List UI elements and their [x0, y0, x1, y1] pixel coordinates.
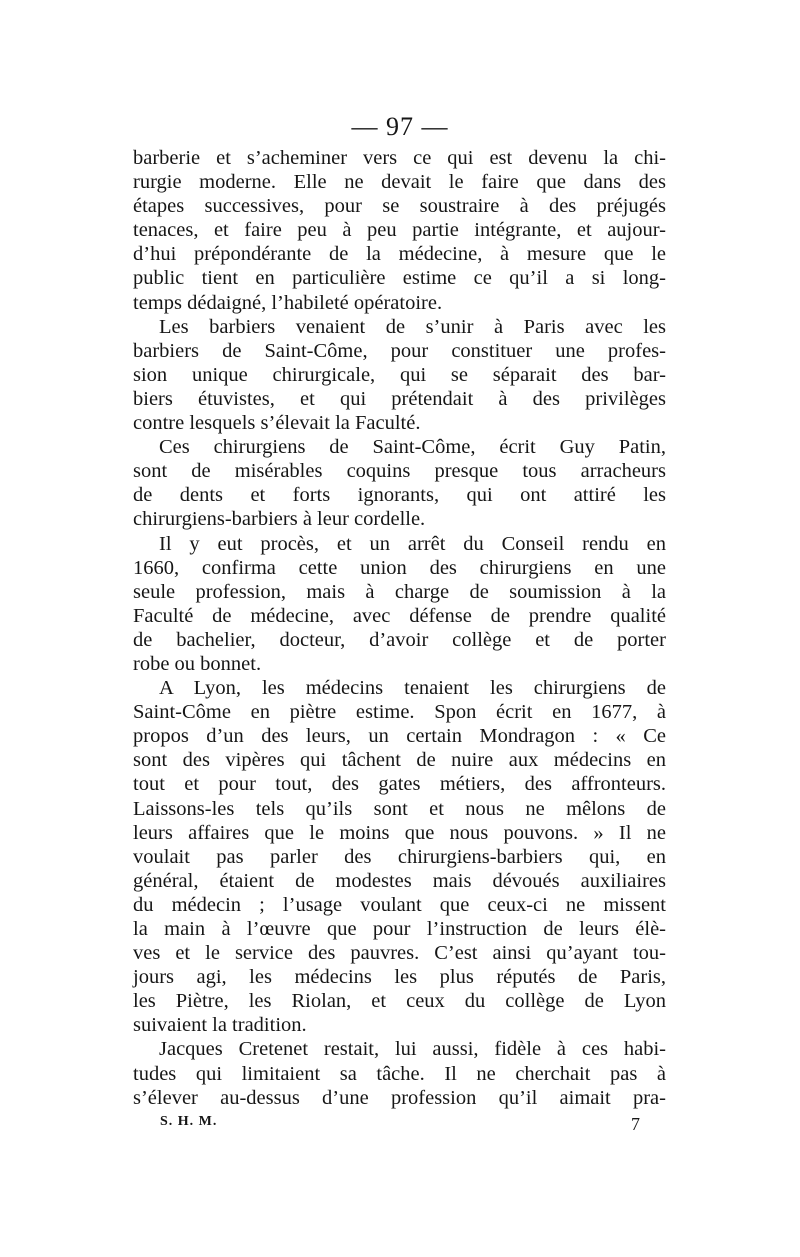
text-line: temps dédaigné, l’habileté opératoire.	[133, 291, 443, 314]
text-line: de dents et forts ignorants, qui ont attiré les	[133, 484, 666, 507]
text-line: sont des vipères qui tâchent de nuire aux médecins en	[133, 749, 666, 772]
text-line: voulait pas parler des chirurgiens-barbiers qui, en	[133, 845, 666, 868]
body-text	[133, 146, 666, 1110]
text-line: tenaces, et faire peu à peu partie intégrante, et aujour-	[133, 219, 666, 242]
text-line: propos d’un des leurs, un certain Mondragon : « Ce	[133, 725, 666, 748]
text-line: 1660, confirma cette union des chirurgiens en une	[133, 556, 666, 579]
text-line: seule profession, mais à charge de soumission à la	[133, 580, 666, 603]
text-line: chirurgiens-barbiers à leur cordelle.	[133, 508, 426, 531]
paragraph	[133, 676, 666, 1037]
text-line: du médecin ; l’usage voulant que ceux-ci ne missent	[133, 893, 666, 916]
text-line: barbiers de Saint-Côme, pour constituer une profes-	[133, 339, 666, 362]
text-line: Jacques Cretenet restait, lui aussi, fidèle à ces habi-	[159, 1038, 666, 1061]
text-line: Saint-Côme en piètre estime. Spon écrit en 1677, à	[133, 701, 666, 724]
paragraph	[133, 435, 666, 531]
printer-signature: S. H. M.	[160, 1114, 218, 1129]
text-line: Ces chirurgiens de Saint-Côme, écrit Guy Patin,	[159, 436, 666, 459]
text-line: la main à l’œuvre que pour l’instruction de leurs élè-	[133, 918, 666, 940]
text-line: de bachelier, docteur, d’avoir collège et de porter	[133, 628, 666, 651]
text-line: A Lyon, les médecins tenaient les chirurgiens de	[159, 677, 666, 700]
text-line: d’hui prépondérante de la médecine, à mesure que le	[133, 243, 666, 266]
text-line: s’élever au-dessus d’une profession qu’il aimait pra-	[133, 1086, 666, 1109]
sheet-number: 7	[631, 1114, 640, 1134]
text-line: contre lesquels s’élevait la Faculté.	[133, 412, 421, 435]
text-line: sion unique chirurgicale, qui se séparait des bar-	[133, 363, 666, 386]
text-line: général, étaient de modestes mais dévoués auxiliaires	[133, 869, 666, 892]
text-line: ves et le service des pauvres. C’est ainsi qu’ayant tou-	[133, 942, 666, 965]
text-line: barberie et s’acheminer vers ce qui est devenu la chi-	[133, 147, 666, 169]
text-line: tout et pour tout, des gates métiers, des affronteurs.	[133, 773, 666, 796]
text-line: leurs affaires que le moins que nous pouvons. » Il ne	[133, 821, 666, 844]
paragraph	[133, 1037, 666, 1109]
text-line: robe ou bonnet.	[133, 652, 262, 675]
paragraph	[133, 532, 666, 677]
text-line: Laissons-les tels qu’ils sont et nous ne mêlons de	[133, 797, 666, 820]
text-line: étapes successives, pour se soustraire à des préjugés	[133, 195, 666, 218]
text-line: Les barbiers venaient de s’unir à Paris avec les	[159, 315, 666, 338]
page-footer	[160, 1114, 640, 1136]
text-line: public tient en particulière estime ce qu’il a si long-	[133, 267, 666, 290]
text-line: Faculté de médecine, avec défense de prendre qualité	[133, 604, 666, 627]
text-line: biers étuvistes, et qui prétendait à des privilèges	[133, 387, 666, 410]
paragraph	[133, 146, 666, 315]
text-line: les Piètre, les Riolan, et ceux du collège de Lyon	[133, 990, 666, 1013]
text-line: jours agi, les médecins les plus réputés de Paris,	[133, 966, 666, 989]
paragraph	[133, 315, 666, 435]
text-line: sont de misérables coquins presque tous arracheurs	[133, 460, 666, 483]
text-line: rurgie moderne. Elle ne devait le faire que dans des	[133, 171, 666, 194]
text-line: suivaient la tradition.	[133, 1014, 307, 1037]
page-number: — 97 —	[351, 112, 449, 141]
text-line: tudes qui limitaient sa tâche. Il ne cherchait pas à	[133, 1062, 666, 1085]
text-line: Il y eut procès, et un arrêt du Conseil rendu en	[159, 532, 666, 555]
